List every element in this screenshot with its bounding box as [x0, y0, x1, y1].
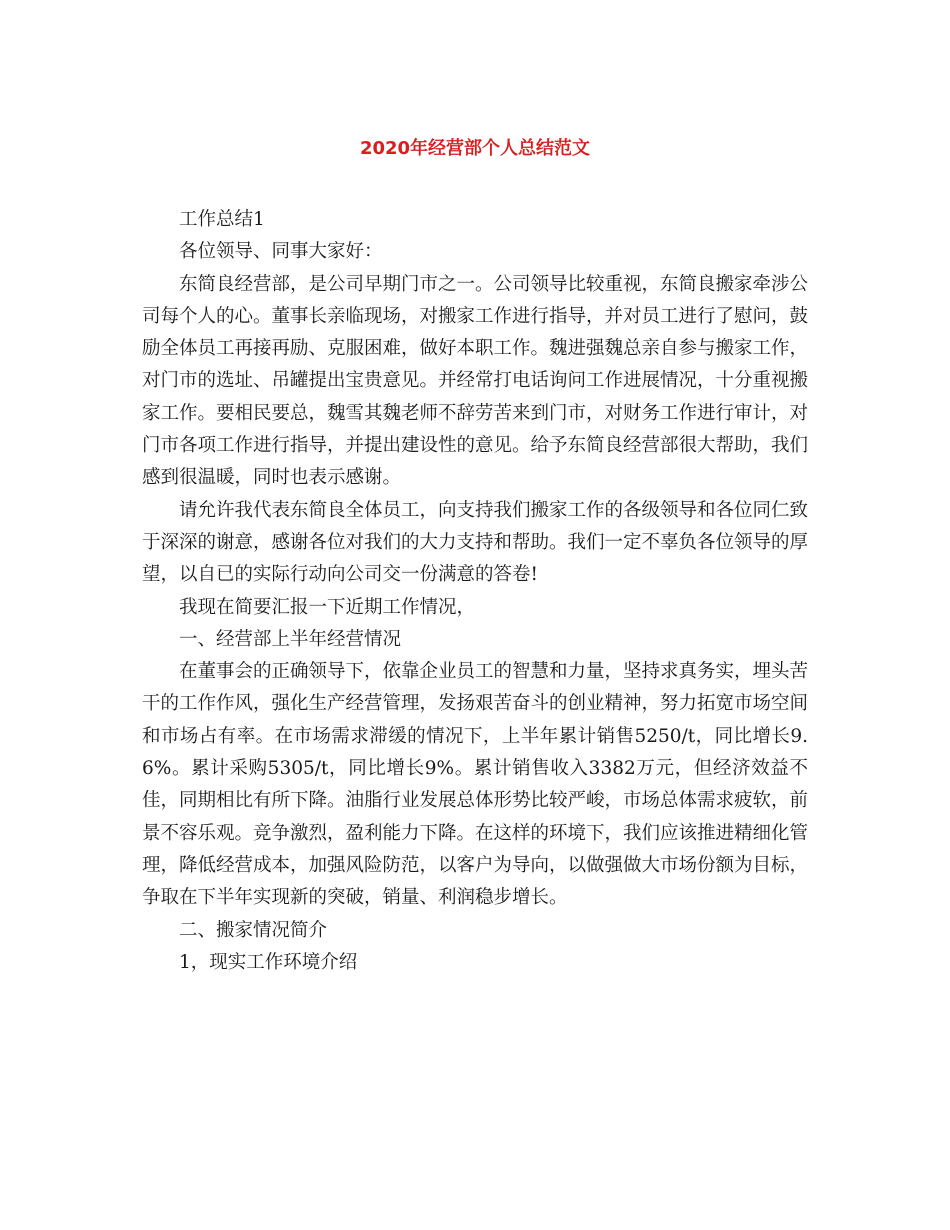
paragraph-report-intro: 我现在简要汇报一下近期工作情况， — [179, 596, 476, 618]
paragraph-operations: 在董事会的正确领导下，依靠企业员工的智慧和力量，坚持求真务实，埋头苦干的工作作风，强化生产经营管理，发扬艰苦奋斗的创业精神，努力拓宽市场空间和市场占有率。在市场需求滞缓的情况下，上半年累计销售5250/t，同比增长9.6%。累计采购5305/t，同比增长9%。累计销售收入3382万元，但经济效益不佳，同期相比有所下降。油脂行业发展总体形势比较严峻，市场总体需求疲软，前景不容乐观。竞争激烈，盈利能力下降。在这样的环境下，我们应该推进精细化管理，降低经营成本，加强风险防范，以客户为导向，以做强做大市场份额为目标，争取在下半年实现新的突破，销量、利润稳步增长。 — [142, 661, 809, 909]
document-title: 2020年经营部个人总结范文 — [359, 138, 591, 159]
section-heading-2: 二、搬家情况简介 — [179, 919, 328, 941]
subsection-heading-1: 1，现实工作环境介绍 — [179, 951, 358, 973]
document-body — [142, 204, 808, 979]
paragraph-greeting: 各位领导、同事大家好： — [179, 241, 383, 263]
paragraph-heading-summary: 工作总结1 — [179, 209, 265, 230]
section-heading-1: 一、经营部上半年经营情况 — [179, 628, 402, 650]
paragraph-intro: 东简良经营部，是公司早期门市之一。公司领导比较重视，东简良搬家牵涉公司每个人的心。董事长亲临现场，对搬家工作进行指导，并对员工进行了慰问，鼓励全体员工再接再励、克服困难，做好本职工作。魏进强魏总亲自参与搬家工作，对门市的选址、吊罐提出宝贵意见。并经常打电话询问工作进展情况，十分重视搬家工作。要相民要总，魏雪其魏老师不辞劳苦来到门市，对财务工作进行审计，对门市各项工作进行指导，并提出建设性的意见。给予东简良经营部很大帮助，我们感到很温暖，同时也表示感谢。 — [142, 273, 809, 489]
paragraph-thanks: 请允许我代表东简良全体员工，向支持我们搬家工作的各级领导和各位同仁致于深深的谢意，感谢各位对我们的大力支持和帮助。我们一定不辜负各位领导的厚望，以自已的实际行动向公司交一份满意的答卷! — [142, 499, 809, 586]
